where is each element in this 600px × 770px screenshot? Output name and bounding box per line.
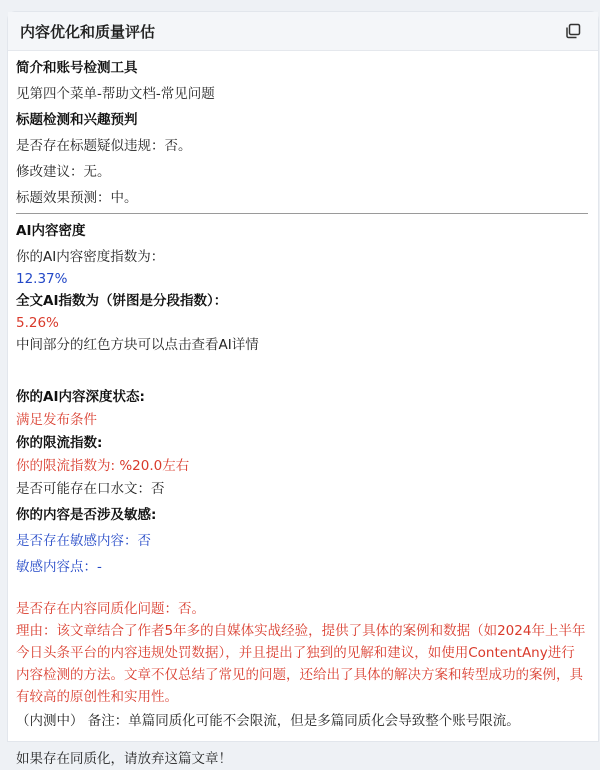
spacer — [16, 358, 588, 384]
panel-title: 内容优化和质量评估 — [20, 22, 156, 41]
panel-header — [8, 12, 598, 51]
spacer — [16, 580, 588, 598]
title-check-heading: 标题检测和兴趣预判 — [16, 112, 138, 128]
sensitive-heading: 你的内容是否涉及敏感: — [16, 507, 157, 523]
sensitive-exists: 是否存在敏感内容：否 — [16, 533, 151, 549]
title-suggestion: 修改建议：无。 — [16, 164, 111, 180]
homogeneity-question: 是否存在内容同质化问题：否。 — [16, 601, 205, 617]
ai-full-index-value: 5.26% — [16, 315, 59, 331]
homogeneity-note: （内测中） 备注：单篇同质化可能不会限流，但是多篇同质化会导致整个账号限流。 — [16, 713, 520, 729]
homogeneity-reason: 理由：该文章结合了作者5年多的自媒体实战经验，提供了具体的案例和数据（如2024年上半年今日头条平台的内容违规处罚数据），并且提出了独到的见解和建议，如使用ContentAny进行内容检测的方法。文章不仅总结了常见的问题，还给出了具体的解决方案和转型成功的案例，具有较高的原创性和实用性。 — [16, 623, 586, 705]
sensitive-points: 敏感内容点：- — [16, 559, 102, 575]
ai-detail-hint: 中间部分的红色方块可以点击查看AI详情 — [16, 337, 259, 353]
intro-text: 见第四个菜单-帮助文档-常见问题 — [16, 86, 215, 102]
ai-depth-heading: 你的AI内容深度状态: — [16, 389, 145, 405]
colloquial-check: 是否可能存在口水文：否 — [16, 481, 165, 497]
ai-density-index-label: 你的AI内容密度指数为： — [16, 249, 165, 265]
ai-density-heading: AI内容密度 — [16, 223, 86, 239]
ai-full-index-label: 全文AI指数为（饼图是分段指数）： — [16, 293, 228, 309]
intro-heading: 简介和账号检测工具 — [16, 60, 138, 76]
copy-icon[interactable] — [564, 22, 582, 40]
panel-content — [8, 51, 598, 770]
homogeneity-footer: 如果存在同质化，请放弃这篇文章！ — [16, 751, 232, 767]
limit-heading: 你的限流指数: — [16, 435, 103, 451]
evaluation-panel — [8, 12, 598, 767]
title-violation: 是否存在标题疑似违规：否。 — [16, 138, 192, 154]
ai-depth-value: 满足发布条件 — [16, 412, 97, 428]
section-divider — [16, 213, 588, 214]
limit-value: 你的限流指数为: %20.0左右 — [16, 458, 190, 474]
ai-density-index-value: 12.37% — [16, 271, 68, 287]
title-prediction: 标题效果预测：中。 — [16, 190, 138, 206]
